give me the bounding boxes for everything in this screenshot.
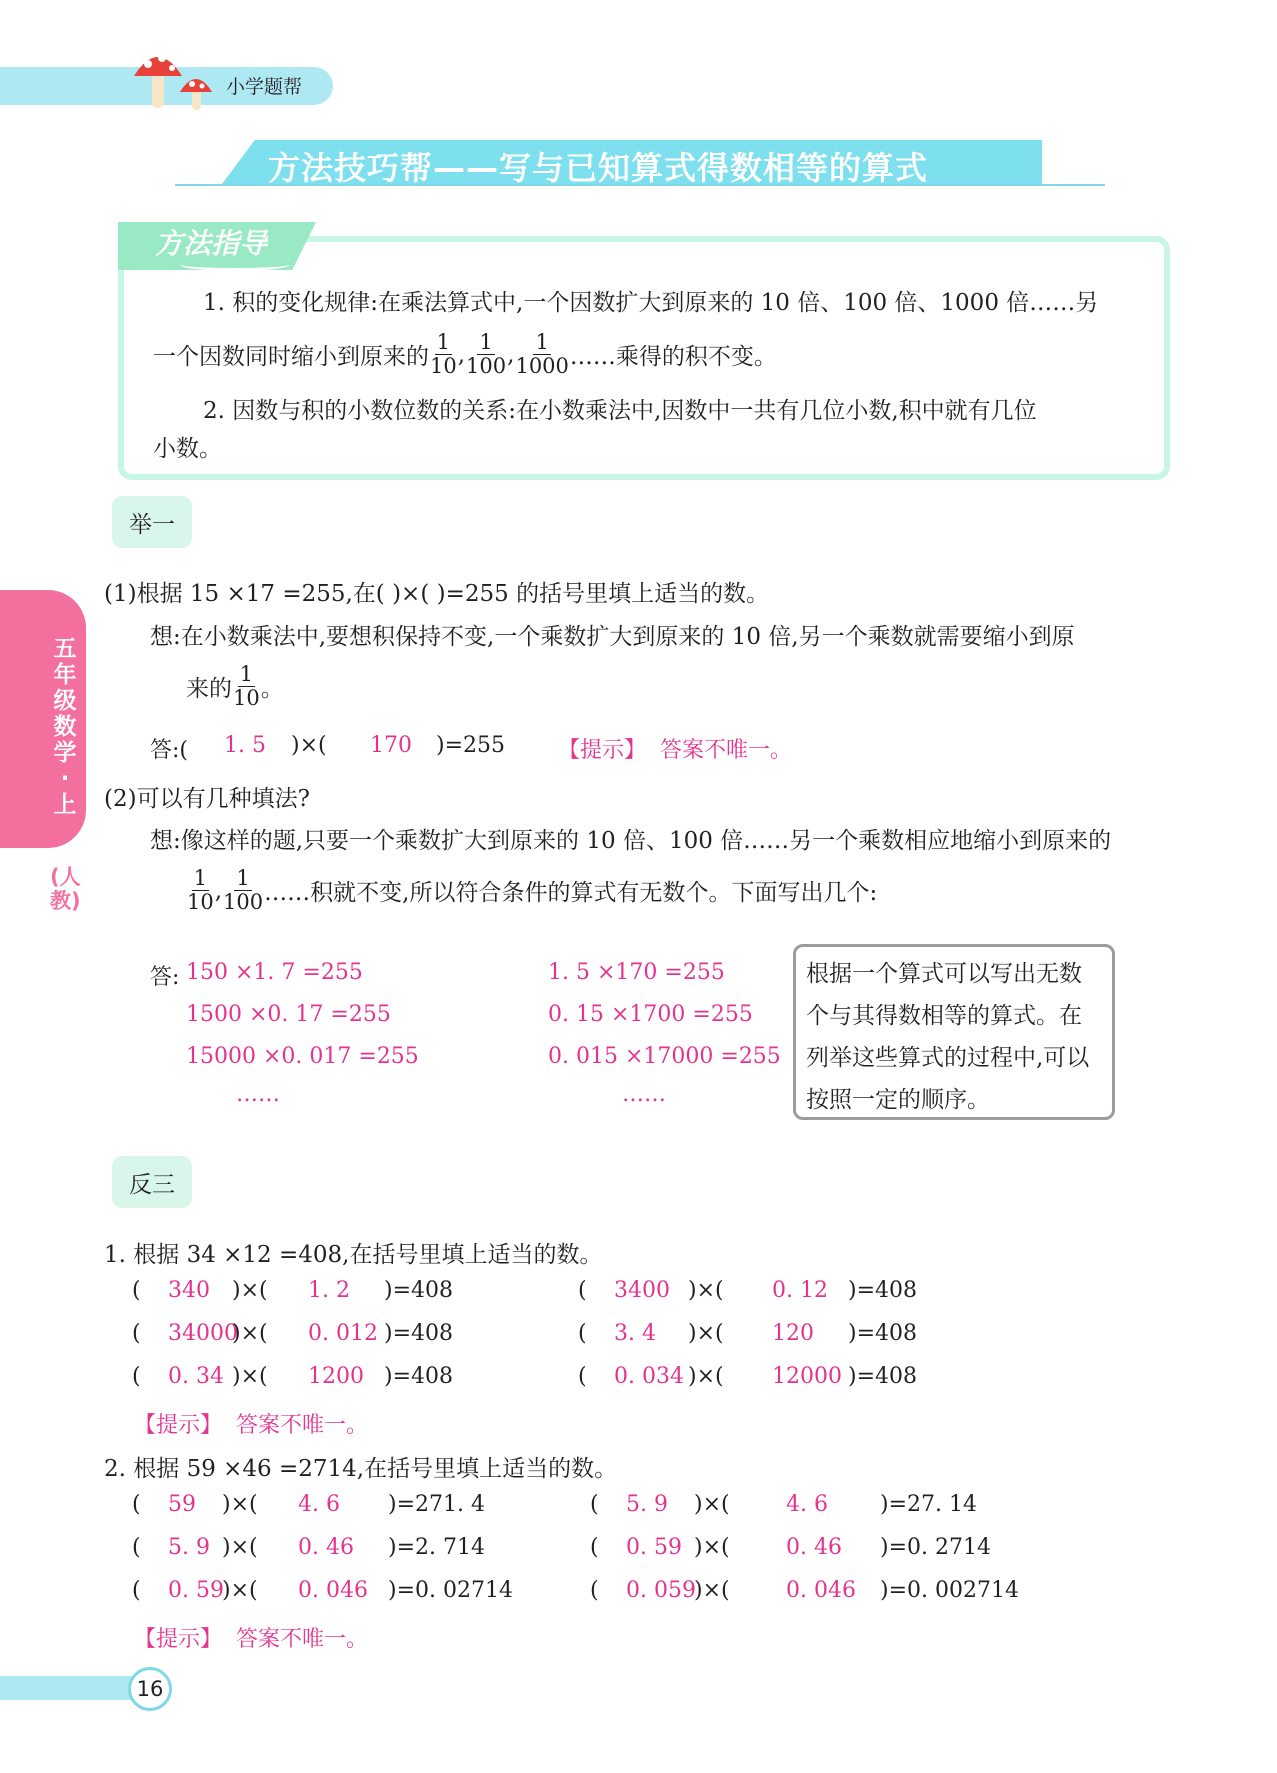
example-answer2-left: 150 ×1. 7 =255 (186, 960, 363, 985)
times-sign: )×( (232, 1278, 268, 1303)
result-text: )=0. 02714 (388, 1578, 513, 1603)
side-tab-subtitle: (人教) (50, 865, 81, 913)
example-answer2-left: 15000 ×0. 017 =255 (186, 1044, 419, 1069)
example-answer1-value2: 170 (370, 733, 412, 758)
page-title: 方法技巧帮——写与已知算式得数相等的算式 (268, 149, 929, 187)
method-p1-line2: 一个因数同时缩小到原来的 $\frac{1}{10}$ , $\frac{1}{100}$ , $\frac{1}{1000}$ ……乘得的积不变。 (153, 330, 777, 378)
example-tag: 举一 (112, 496, 192, 548)
paren-open: ( (132, 1321, 141, 1346)
fill-value-b: 120 (772, 1321, 814, 1346)
paren-open: ( (590, 1535, 599, 1560)
example-answer1-mid: )×( (291, 733, 327, 758)
example-think2: 想:像这样的题,只要一个乘数扩大到原来的 10 倍、100 倍……另一个乘数相应地缩小到原来的 (150, 828, 1112, 854)
example-think1-cont (186, 664, 284, 709)
times-sign: )×( (694, 1492, 730, 1517)
fill-value-b: 1. 2 (308, 1278, 350, 1303)
fill-value-b: 4. 6 (298, 1492, 340, 1517)
times-sign: )×( (222, 1578, 258, 1603)
example-answer2-right: …… (622, 1082, 666, 1107)
fill-value-a: 0. 034 (614, 1364, 684, 1389)
example-hint: 【提示】 答案不唯一。 (558, 738, 792, 763)
paren-open: ( (578, 1278, 587, 1303)
example-answer2-left: …… (236, 1082, 280, 1107)
example-answer1-value1: 1. 5 (224, 733, 266, 758)
result-text: )=27. 14 (880, 1492, 977, 1517)
result-text: )=408 (848, 1278, 918, 1303)
fill-value-b: 0. 012 (308, 1321, 378, 1346)
method-p2-line1: 2. 因数与积的小数位数的关系:在小数乘法中,因数中一共有几位小数,积中就有几位 (203, 398, 1037, 424)
example-answer2-left: 1500 ×0. 17 =255 (186, 1002, 391, 1027)
fill-value-a: 5. 9 (168, 1535, 210, 1560)
method-p2-line2: 小数。 (153, 436, 222, 462)
practice-q2: 2. 根据 59 ×46 =2714,在括号里填上适当的数。 (104, 1456, 618, 1482)
example-answer2-right: 0. 015 ×17000 =255 (548, 1044, 781, 1069)
result-text: )=408 (384, 1364, 454, 1389)
times-sign: )×( (694, 1535, 730, 1560)
practice-tag: 反三 (112, 1156, 192, 1208)
fill-value-b: 0. 12 (772, 1278, 828, 1303)
times-sign: )×( (232, 1321, 268, 1346)
fill-value-a: 34000 (168, 1321, 238, 1346)
fraction: $\frac{1}{10}$ (187, 866, 214, 914)
fill-value-a: 59 (168, 1492, 196, 1517)
fill-value-a: 3. 4 (614, 1321, 656, 1346)
method-p1-line2-b: ……乘得的积不变。 (569, 344, 777, 370)
side-tab-title: 五年级数学·上 (53, 636, 77, 818)
fill-value-a: 0. 059 (626, 1578, 696, 1603)
times-sign: )×( (688, 1278, 724, 1303)
example-answer1-prefix: 答:( (150, 738, 188, 763)
think2-text: ……积就不变,所以符合条件的算式有无数个。下面写出几个: (264, 880, 878, 906)
result-text: )=408 (848, 1321, 918, 1346)
result-text: )=271. 4 (388, 1492, 485, 1517)
paren-open: ( (590, 1492, 599, 1517)
result-text: )=0. 2714 (880, 1535, 991, 1560)
fill-value-b: 0. 46 (298, 1535, 354, 1560)
method-p1-line1: 1. 积的变化规律:在乘法算式中,一个因数扩大到原来的 10 倍、100 倍、1000 倍……另 (203, 290, 1099, 316)
fill-value-a: 0. 59 (626, 1535, 682, 1560)
paren-open: ( (578, 1364, 587, 1389)
fraction: $\frac{1}{10}$ (233, 662, 260, 710)
paren-open: ( (132, 1535, 141, 1560)
think1-text: 来的 (186, 676, 232, 702)
result-text: )=408 (384, 1278, 454, 1303)
fill-value-a: 0. 59 (168, 1578, 224, 1603)
fraction: $\frac{1}{10}$ (430, 330, 457, 378)
paren-open: ( (132, 1364, 141, 1389)
fill-value-a: 340 (168, 1278, 210, 1303)
fill-value-a: 5. 9 (626, 1492, 668, 1517)
tag-swoosh (180, 258, 290, 271)
example-think1: 想:在小数乘法中,要想积保持不变,一个乘数扩大到原来的 10 倍,另一个乘数就需要缩小到原 (150, 624, 1075, 650)
example-answer2-right: 0. 15 ×1700 =255 (548, 1002, 753, 1027)
result-text: )=2. 714 (388, 1535, 485, 1560)
practice-hint1: 【提示】 答案不唯一。 (134, 1413, 368, 1438)
note-box: 根据一个算式可以写出无数个与其得数相等的算式。在列举这些算式的过程中,可以按照一定的顺序。 (793, 944, 1115, 1120)
think1-end: 。 (260, 676, 284, 702)
example-think2-cont: $\frac{1}{10}$ , $\frac{1}{100}$ ……积就不变,所以符合条件的算式有无数个。下面写出几个: (187, 866, 878, 914)
fraction: $\frac{1}{100}$ (223, 866, 264, 914)
result-text: )=408 (384, 1321, 454, 1346)
practice-hint2: 【提示】 答案不唯一。 (134, 1627, 368, 1652)
times-sign: )×( (222, 1535, 258, 1560)
times-sign: )×( (222, 1492, 258, 1517)
paren-open: ( (132, 1278, 141, 1303)
fill-value-a: 3400 (614, 1278, 670, 1303)
page-strip (0, 1676, 140, 1700)
fill-value-b: 0. 46 (786, 1535, 842, 1560)
times-sign: )×( (694, 1578, 730, 1603)
fill-value-b: 0. 046 (298, 1578, 368, 1603)
brand-label: 小学题帮 (226, 76, 303, 98)
times-sign: )×( (688, 1364, 724, 1389)
example-answer2-prefix: 答: (150, 965, 180, 990)
fill-value-b: 4. 6 (786, 1492, 828, 1517)
fill-value-b: 0. 046 (786, 1578, 856, 1603)
paren-open: ( (132, 1492, 141, 1517)
page-number: 16 (128, 1667, 172, 1711)
result-text: )=408 (848, 1364, 918, 1389)
fill-value-b: 1200 (308, 1364, 364, 1389)
mushroom-icon (130, 44, 220, 114)
fill-value-a: 0. 34 (168, 1364, 224, 1389)
paren-open: ( (578, 1321, 587, 1346)
example-q2: (2)可以有几种填法? (104, 786, 310, 812)
result-text: )=0. 002714 (880, 1578, 1019, 1603)
method-p1-line2-a: 一个因数同时缩小到原来的 (153, 344, 429, 370)
fraction: $\frac{1}{1000}$ (515, 330, 569, 378)
paren-open: ( (132, 1578, 141, 1603)
fraction: $\frac{1}{100}$ (466, 330, 507, 378)
times-sign: )×( (232, 1364, 268, 1389)
example-answer2-right: 1. 5 ×170 =255 (548, 960, 725, 985)
method-guide-label: 方法指导 (155, 227, 268, 260)
fill-value-b: 12000 (772, 1364, 842, 1389)
example-q1: (1)根据 15 ×17 =255,在( )×( )=255 的括号里填上适当的数。 (104, 581, 770, 607)
paren-open: ( (590, 1578, 599, 1603)
example-answer1-end: )=255 (436, 733, 506, 758)
practice-q1: 1. 根据 34 ×12 =408,在括号里填上适当的数。 (104, 1242, 603, 1268)
times-sign: )×( (688, 1321, 724, 1346)
